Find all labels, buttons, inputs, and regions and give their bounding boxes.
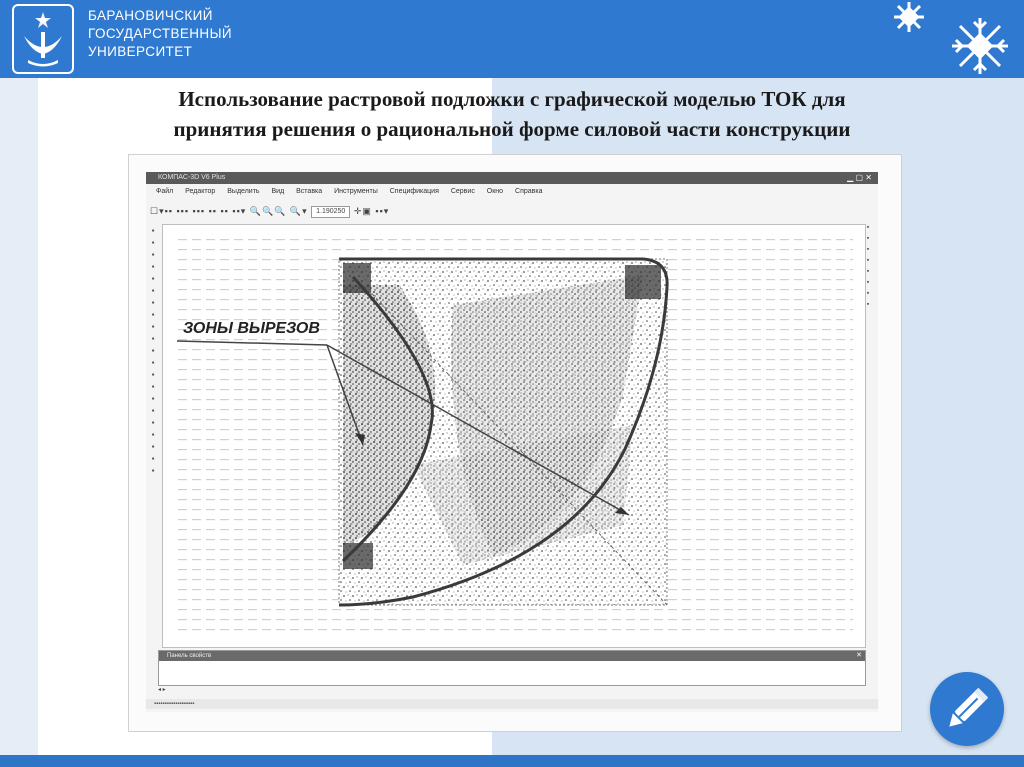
menu-item-help: Справка — [515, 188, 543, 195]
properties-panel-title: Панель свойств — [159, 651, 865, 661]
drawing-canvas — [162, 224, 866, 648]
window-controls: ▁ ▢ ✕ — [847, 173, 872, 182]
kompas-left-toolbar: ▪ ▪ ▪ ▪ ▪ ▪ ▪ ▪ ▪ ▪ ▪ ▪ ▪ ▪ ▪ ▪ ▪ ▪ ▪ ▪ ▪ — [151, 226, 155, 475]
university-name — [88, 7, 232, 61]
menu-item-window: Окно — [486, 188, 504, 195]
panel-tabs: ◂ ▸ — [158, 687, 166, 693]
menu-item-edit: Редактор — [185, 188, 216, 195]
bottom-bar — [0, 755, 1024, 767]
kompas-toolbar: ☐▾▪▪ ▪▪▪ ▪▪▪ ▪▪ ▪▪ ▪▪▾ 🔍🔍🔍 🔍▾ 1.190250 ✛▣ ▪▪▾ — [150, 206, 390, 216]
kompas-status-bar: ▪▪▪▪▪▪▪▪▪▪▪▪▪▪▪▪▪▪▪ — [146, 699, 878, 709]
pencil-icon — [930, 672, 1004, 746]
edit-button[interactable] — [930, 672, 1004, 746]
kompas-menu-bar — [146, 185, 878, 199]
university-name-line: БАРАНОВИЧСКИЙ — [88, 8, 213, 23]
slide-title-line: принятия решения о рациональной форме силовой части конструкции — [173, 117, 851, 141]
menu-item-service: Сервис — [450, 188, 475, 195]
snowflake-ornament-icon — [948, 14, 1012, 78]
menu-item-insert: Вставка — [296, 188, 323, 195]
left-decor-stripe — [0, 78, 38, 755]
kompas-title-bar — [146, 172, 878, 184]
close-icon: ✕ — [856, 652, 862, 659]
slide-title — [80, 84, 944, 144]
menu-item-tools: Инструменты — [334, 188, 378, 195]
properties-panel — [158, 650, 866, 686]
university-crest-icon — [12, 4, 74, 74]
kompas-window-title: КОМПАС-3D V6 Plus — [158, 174, 226, 181]
zones-label: ЗОНЫ ВЫРЕЗОВ — [183, 320, 320, 337]
raster-drawing — [163, 225, 865, 647]
menu-item-file: Файл — [156, 188, 174, 195]
kompas-window — [146, 172, 878, 712]
university-name-line: УНИВЕРСИТЕТ — [88, 44, 193, 59]
header-bar — [0, 0, 1024, 78]
slide-title-line: Использование растровой подложки с графической моделью ТОК для — [178, 87, 846, 111]
snowflake-ornament-icon — [884, 0, 934, 34]
menu-item-select: Выделить — [227, 188, 260, 195]
menu-item-view: Вид — [271, 188, 285, 195]
kompas-right-toolbar: ▪ ▪ ▪ ▪ ▪ ▪ ▪ ▪ — [866, 224, 870, 308]
menu-item-spec: Спецификация — [389, 188, 439, 195]
scale-field: 1.190250 — [311, 206, 350, 218]
university-name-line: ГОСУДАРСТВЕННЫЙ — [88, 26, 233, 41]
